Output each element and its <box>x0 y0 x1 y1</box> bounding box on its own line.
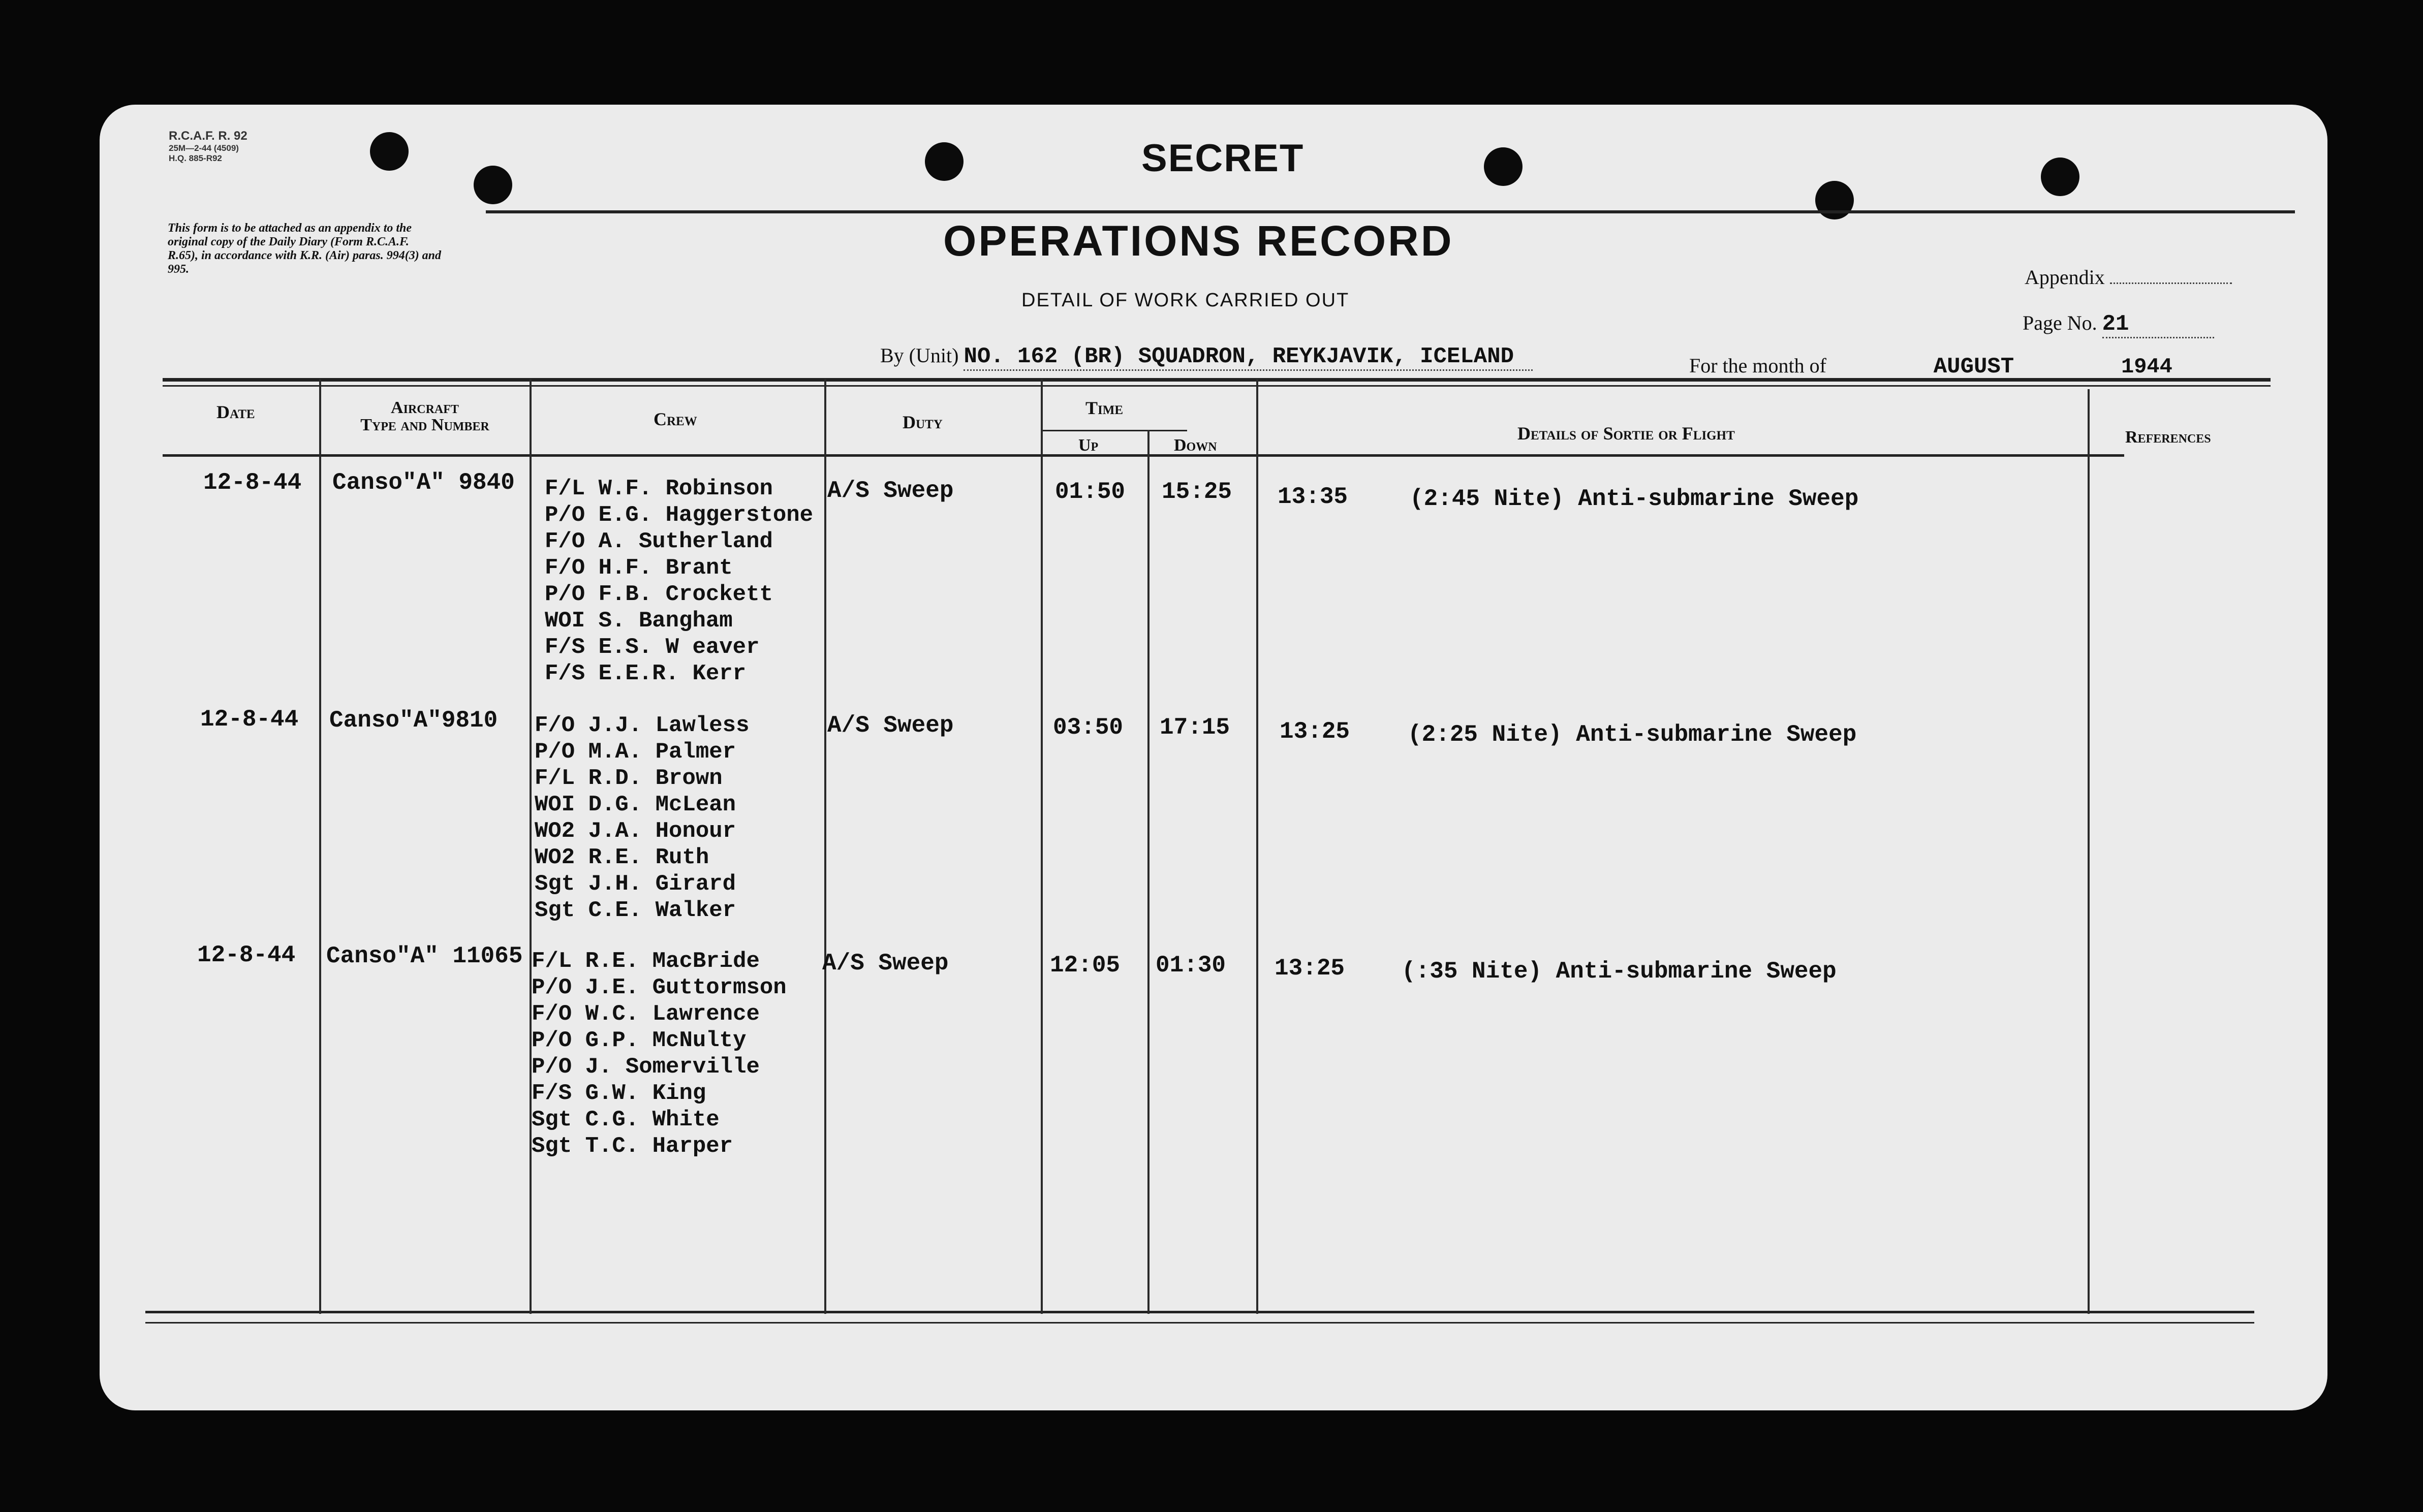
column-header-date: Date <box>216 402 255 422</box>
row-date: 12-8-44 <box>203 469 302 496</box>
column-header-crew: Crew <box>654 409 697 429</box>
row-up: 12:05 <box>1050 952 1121 979</box>
unit-field <box>880 343 1533 371</box>
form-note: This form is to be attached as an appendix to the original copy of the Daily Diary (Form R.C.A.F. R.65), in accordance with K.R. (Air) paras. 994(3) and 995. <box>168 222 442 276</box>
column-header-down: Down <box>1174 436 1217 455</box>
column-header-aircraft <box>323 399 526 434</box>
table-top-rule <box>163 385 2271 387</box>
column-divider <box>530 379 532 1314</box>
month-label: For the month of <box>1689 354 1826 377</box>
column-divider <box>2088 389 2090 1314</box>
page-title: OPERATIONS RECORD <box>943 217 1454 265</box>
row-down: 01:30 <box>1156 952 1226 979</box>
aircraft-header-sub: Type and Number <box>360 416 489 434</box>
row-up: 03:50 <box>1053 714 1124 741</box>
header-rule <box>486 210 2295 213</box>
page-number: 21 <box>2102 311 2214 338</box>
punch-hole <box>2041 158 2079 196</box>
row-crew: F/L R.E. MacBride P/O J.E. Guttormson F/O W.C. Lawrence P/O G.P. McNulty P/O J. Somerville F/S G.W. King Sgt C.G. White Sgt T.C. Harper <box>532 949 787 1159</box>
punch-hole <box>1815 181 1854 219</box>
time-divider <box>1043 430 1187 431</box>
column-header-time: Time <box>1085 398 1124 418</box>
column-divider <box>319 379 321 1314</box>
appendix-field <box>2025 265 2232 289</box>
punch-hole <box>474 166 512 204</box>
form-code-line: H.Q. 885-R92 <box>169 153 222 163</box>
row-duration: 13:25 <box>1280 718 1350 745</box>
punch-hole <box>1484 147 1523 186</box>
row-duration: 13:25 <box>1275 955 1345 982</box>
column-divider <box>1256 379 1258 1314</box>
appendix-label: Appendix <box>2025 266 2105 289</box>
column-divider <box>1041 379 1043 1314</box>
form-code-line: R.C.A.F. R. 92 <box>169 129 247 143</box>
column-header-up: Up <box>1078 436 1099 455</box>
punch-hole <box>370 132 409 171</box>
column-header-duty: Duty <box>903 412 943 432</box>
row-aircraft: Canso"A" 9840 <box>332 469 515 496</box>
header-bottom-rule <box>163 454 2124 457</box>
row-down: 17:15 <box>1160 714 1230 741</box>
page-field <box>2023 311 2214 338</box>
row-details: (:35 Nite) Anti-submarine Sweep <box>1402 958 1837 985</box>
row-details: (2:45 Nite) Anti-submarine Sweep <box>1410 486 1859 512</box>
row-up: 01:50 <box>1055 479 1126 505</box>
table-top-rule <box>163 378 2271 382</box>
table-bottom-rule <box>145 1311 2254 1313</box>
row-aircraft: Canso"A"9810 <box>329 707 498 734</box>
month-field <box>1689 354 2172 381</box>
appendix-value <box>2110 282 2232 284</box>
page-subtitle: DETAIL OF WORK CARRIED OUT <box>1021 290 1350 311</box>
row-details: (2:25 Nite) Anti-submarine Sweep <box>1408 721 1857 748</box>
column-header-details: Details of Sortie or Flight <box>1517 423 1735 444</box>
row-crew: F/L W.F. Robinson P/O E.G. Haggerstone F/O A. Sutherland F/O H.F. Brant P/O F.B. Crockett WOI S. Bangham F/S E.S. W eaver F/S E.E.R. Kerr <box>545 476 814 686</box>
unit-value: NO. 162 (BR) SQUADRON, REYKJAVIK, ICELAND <box>964 344 1533 371</box>
classification: SECRET <box>1141 137 1304 180</box>
row-duty: A/S Sweep <box>827 712 954 739</box>
unit-label: By (Unit) <box>880 344 959 367</box>
page-label: Page No. <box>2023 311 2097 334</box>
record-card <box>100 105 2327 1410</box>
row-duty: A/S Sweep <box>827 478 954 504</box>
row-crew: F/O J.J. Lawless P/O M.A. Palmer F/L R.D. Brown WOI D.G. McLean WO2 J.A. Honour WO2 R.E. Ruth Sgt J.H. Girard Sgt C.E. Walker <box>535 713 750 923</box>
row-down: 15:25 <box>1162 479 1232 505</box>
row-duration: 13:35 <box>1278 484 1348 510</box>
row-aircraft: Canso"A" 11065 <box>326 943 523 969</box>
form-code <box>169 129 247 164</box>
table-bottom-rule <box>145 1322 2254 1324</box>
aircraft-header-label: Aircraft <box>391 398 459 417</box>
form-code-line: 25M—2-44 (4509) <box>169 143 239 153</box>
column-header-references: References <box>2125 428 2211 447</box>
row-date: 12-8-44 <box>197 942 296 968</box>
row-date: 12-8-44 <box>200 706 299 733</box>
month-value: AUGUST <box>1831 354 2116 381</box>
year-value: 1944 <box>2121 355 2172 379</box>
column-divider <box>1147 430 1150 1314</box>
column-divider <box>824 379 826 1314</box>
row-duty: A/S Sweep <box>822 950 949 976</box>
punch-hole <box>925 142 964 181</box>
